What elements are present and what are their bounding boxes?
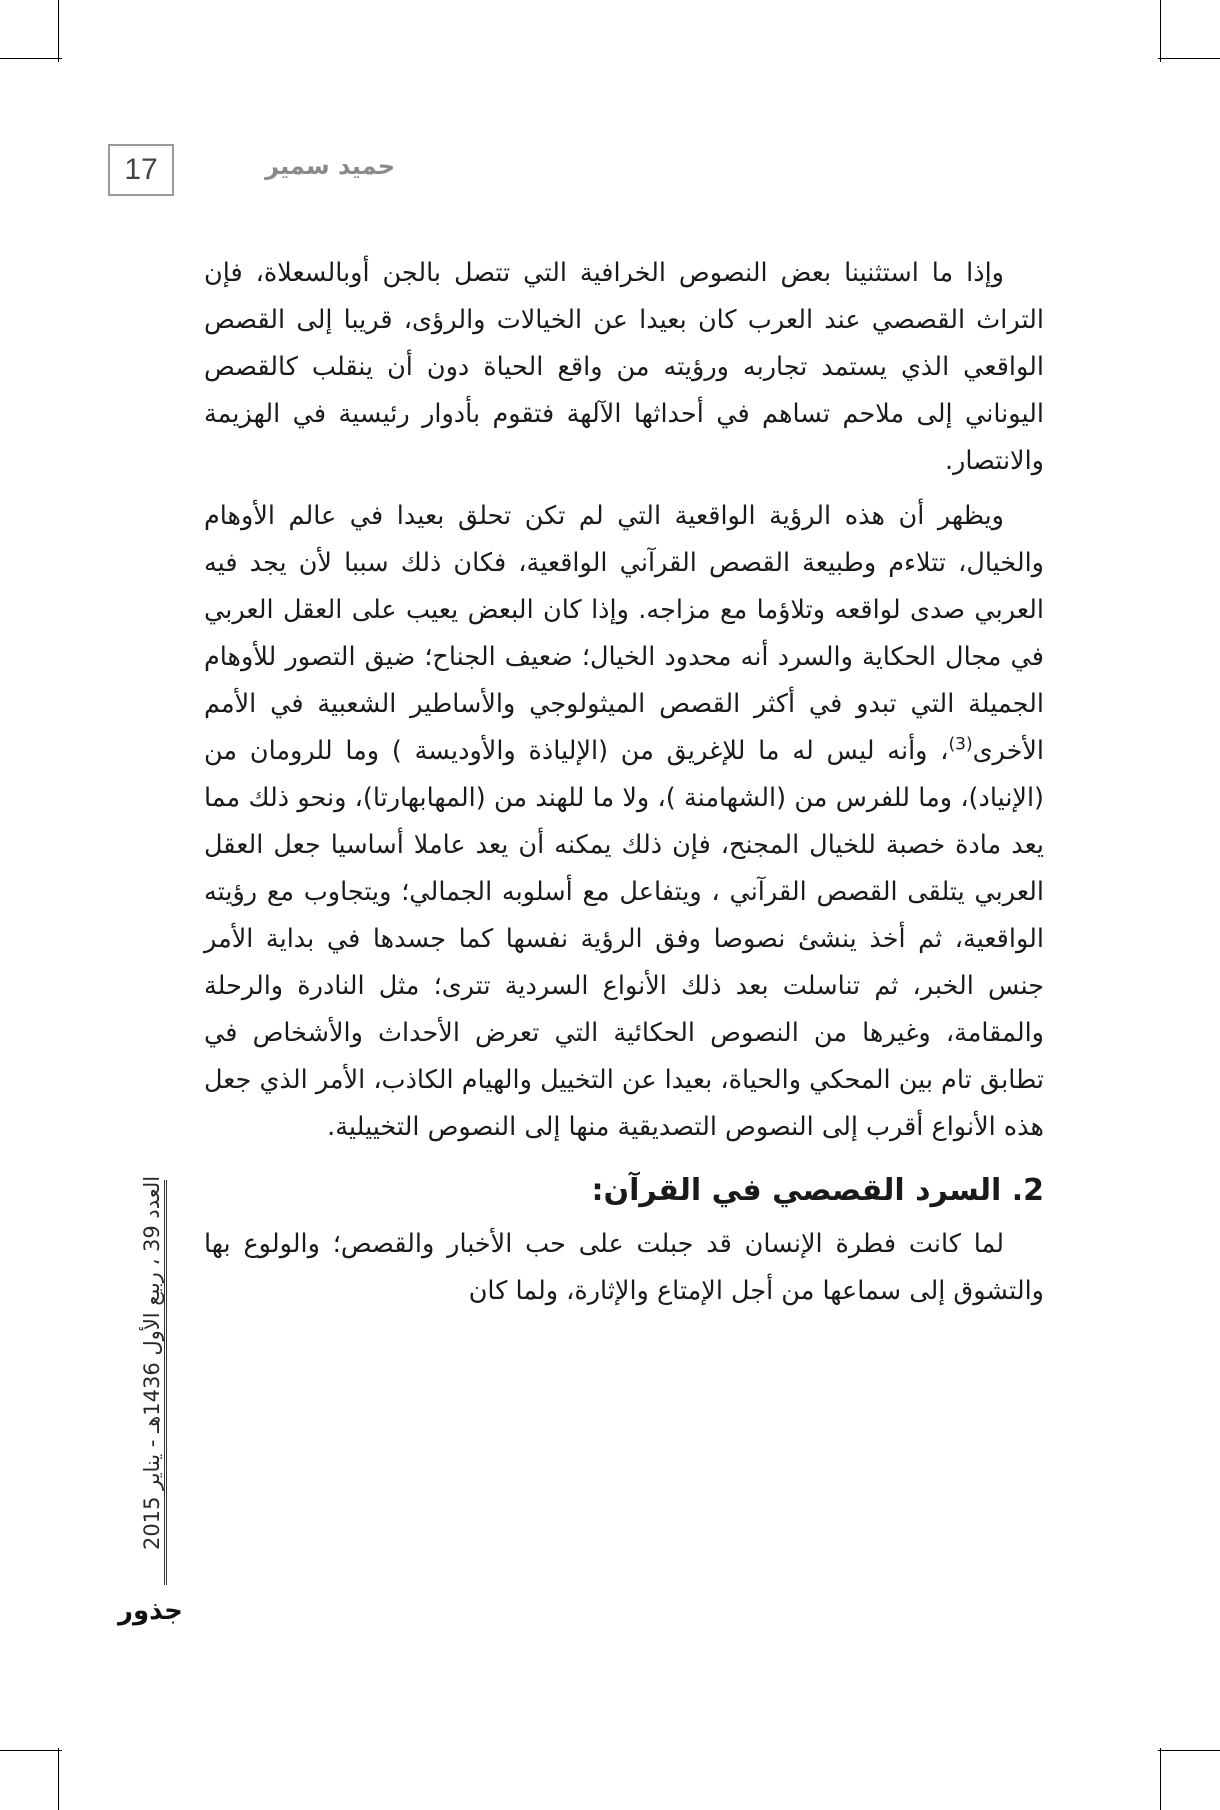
crop-mark — [58, 1748, 59, 1810]
crop-mark — [1160, 1748, 1161, 1810]
paragraph-text: ، وأنه ليس له ما للإغريق من (الإلياذة والأوديسة ) وما للرومان من (الإنياد)، وما للفرس من (الشهامنة )، ولا ما للهند من (المهابهارتا)، ونحو ذلك مما يعد مادة خصبة للخيال المجنح، فإن ذلك يمكنه أن يعد عاملا أساسيا جعل العقل العربي يتلقى القصص القرآني ، ويتفاعل مع أسلوبه الجمالي؛ ويتجاوب مع رؤيته الواقعية، ثم أخذ ينشئ نصوصا وفق الرؤية نفسها كما جسدها في بداية الأمر جنس الخبر، ثم تناسلت بعد ذلك الأنواع السردية تترى؛ مثل النادرة والرحلة والمقامة، وغيرها من النصوص الحكائية التي تعرض الأحداث والأشخاص في تطابق تام بين المحكي والحياة، بعيدا عن التخييل والهيام الكاذب، الأمر الذي جعل هذه الأنواع أقرب إلى النصوص التصديقية منها إلى النصوص التخييلية. — [204, 736, 1044, 1142]
crop-mark — [0, 1750, 62, 1751]
section-heading: 2. السرد القصصي في القرآن: — [591, 1173, 1044, 1208]
paragraph: وإذا ما استثنينا بعض النصوص الخرافية التي تتصل بالجن أوبالسعلاة، فإن التراث القصصي عند العرب كان بعيدا عن الخيالات والرؤى، قريبا إلى القصص الواقعي الذي يستمد تجاربه ورؤيته من واقع الحياة دون أن ينقلب كالقصص اليوناني إلى ملاحم تساهم في أحداثها الآلهة فتقوم بأدوار رئيسية في الهزيمة والانتصار. — [204, 258, 1044, 476]
journal-issue-info: العدد 39 ، ربيع الأول 1436هـ - يناير 2015 — [140, 1175, 164, 1550]
journal-logo: جذور — [118, 1596, 183, 1626]
paragraph: لما كانت فطرة الإنسان قد جبلت على حب الأخبار والقصص؛ والولوع بها والتشوق إلى سماعها من أجل الإمتاع والإثارة، ولما كان — [204, 1229, 1044, 1306]
footnote-reference[interactable]: (3) — [948, 734, 973, 755]
paragraph — [204, 493, 1044, 1151]
paragraph-text: ويظهر أن هذه الرؤية الواقعية التي لم تكن تحلق بعيدا في عالم الأوهام والخيال، تتلاءم وطبيعة القصص القرآني الواقعية، فكان ذلك سببا لأن يجد فيه العربي صدى لواقعه وتلاؤما مع مزاجه. وإذا كان البعض يعيب على العقل العربي في مجال الحكاية والسرد أنه محدود الخيال؛ ضعيف الجناح؛ ضيق التصور للأوهام الجميلة التي تبدو في أكثر القصص الميثولوجي والأساطير الشعبية في الأمم الأخرى — [204, 501, 1044, 766]
margin-rule — [164, 1180, 167, 1585]
crop-mark — [1160, 0, 1161, 62]
crop-mark — [1158, 58, 1220, 59]
crop-mark — [0, 58, 62, 59]
article-body — [204, 250, 1044, 1315]
page-number: 17 — [108, 144, 174, 196]
running-header-author: حميد سمير — [265, 152, 395, 180]
crop-mark — [58, 0, 59, 62]
crop-mark — [1158, 1750, 1220, 1751]
